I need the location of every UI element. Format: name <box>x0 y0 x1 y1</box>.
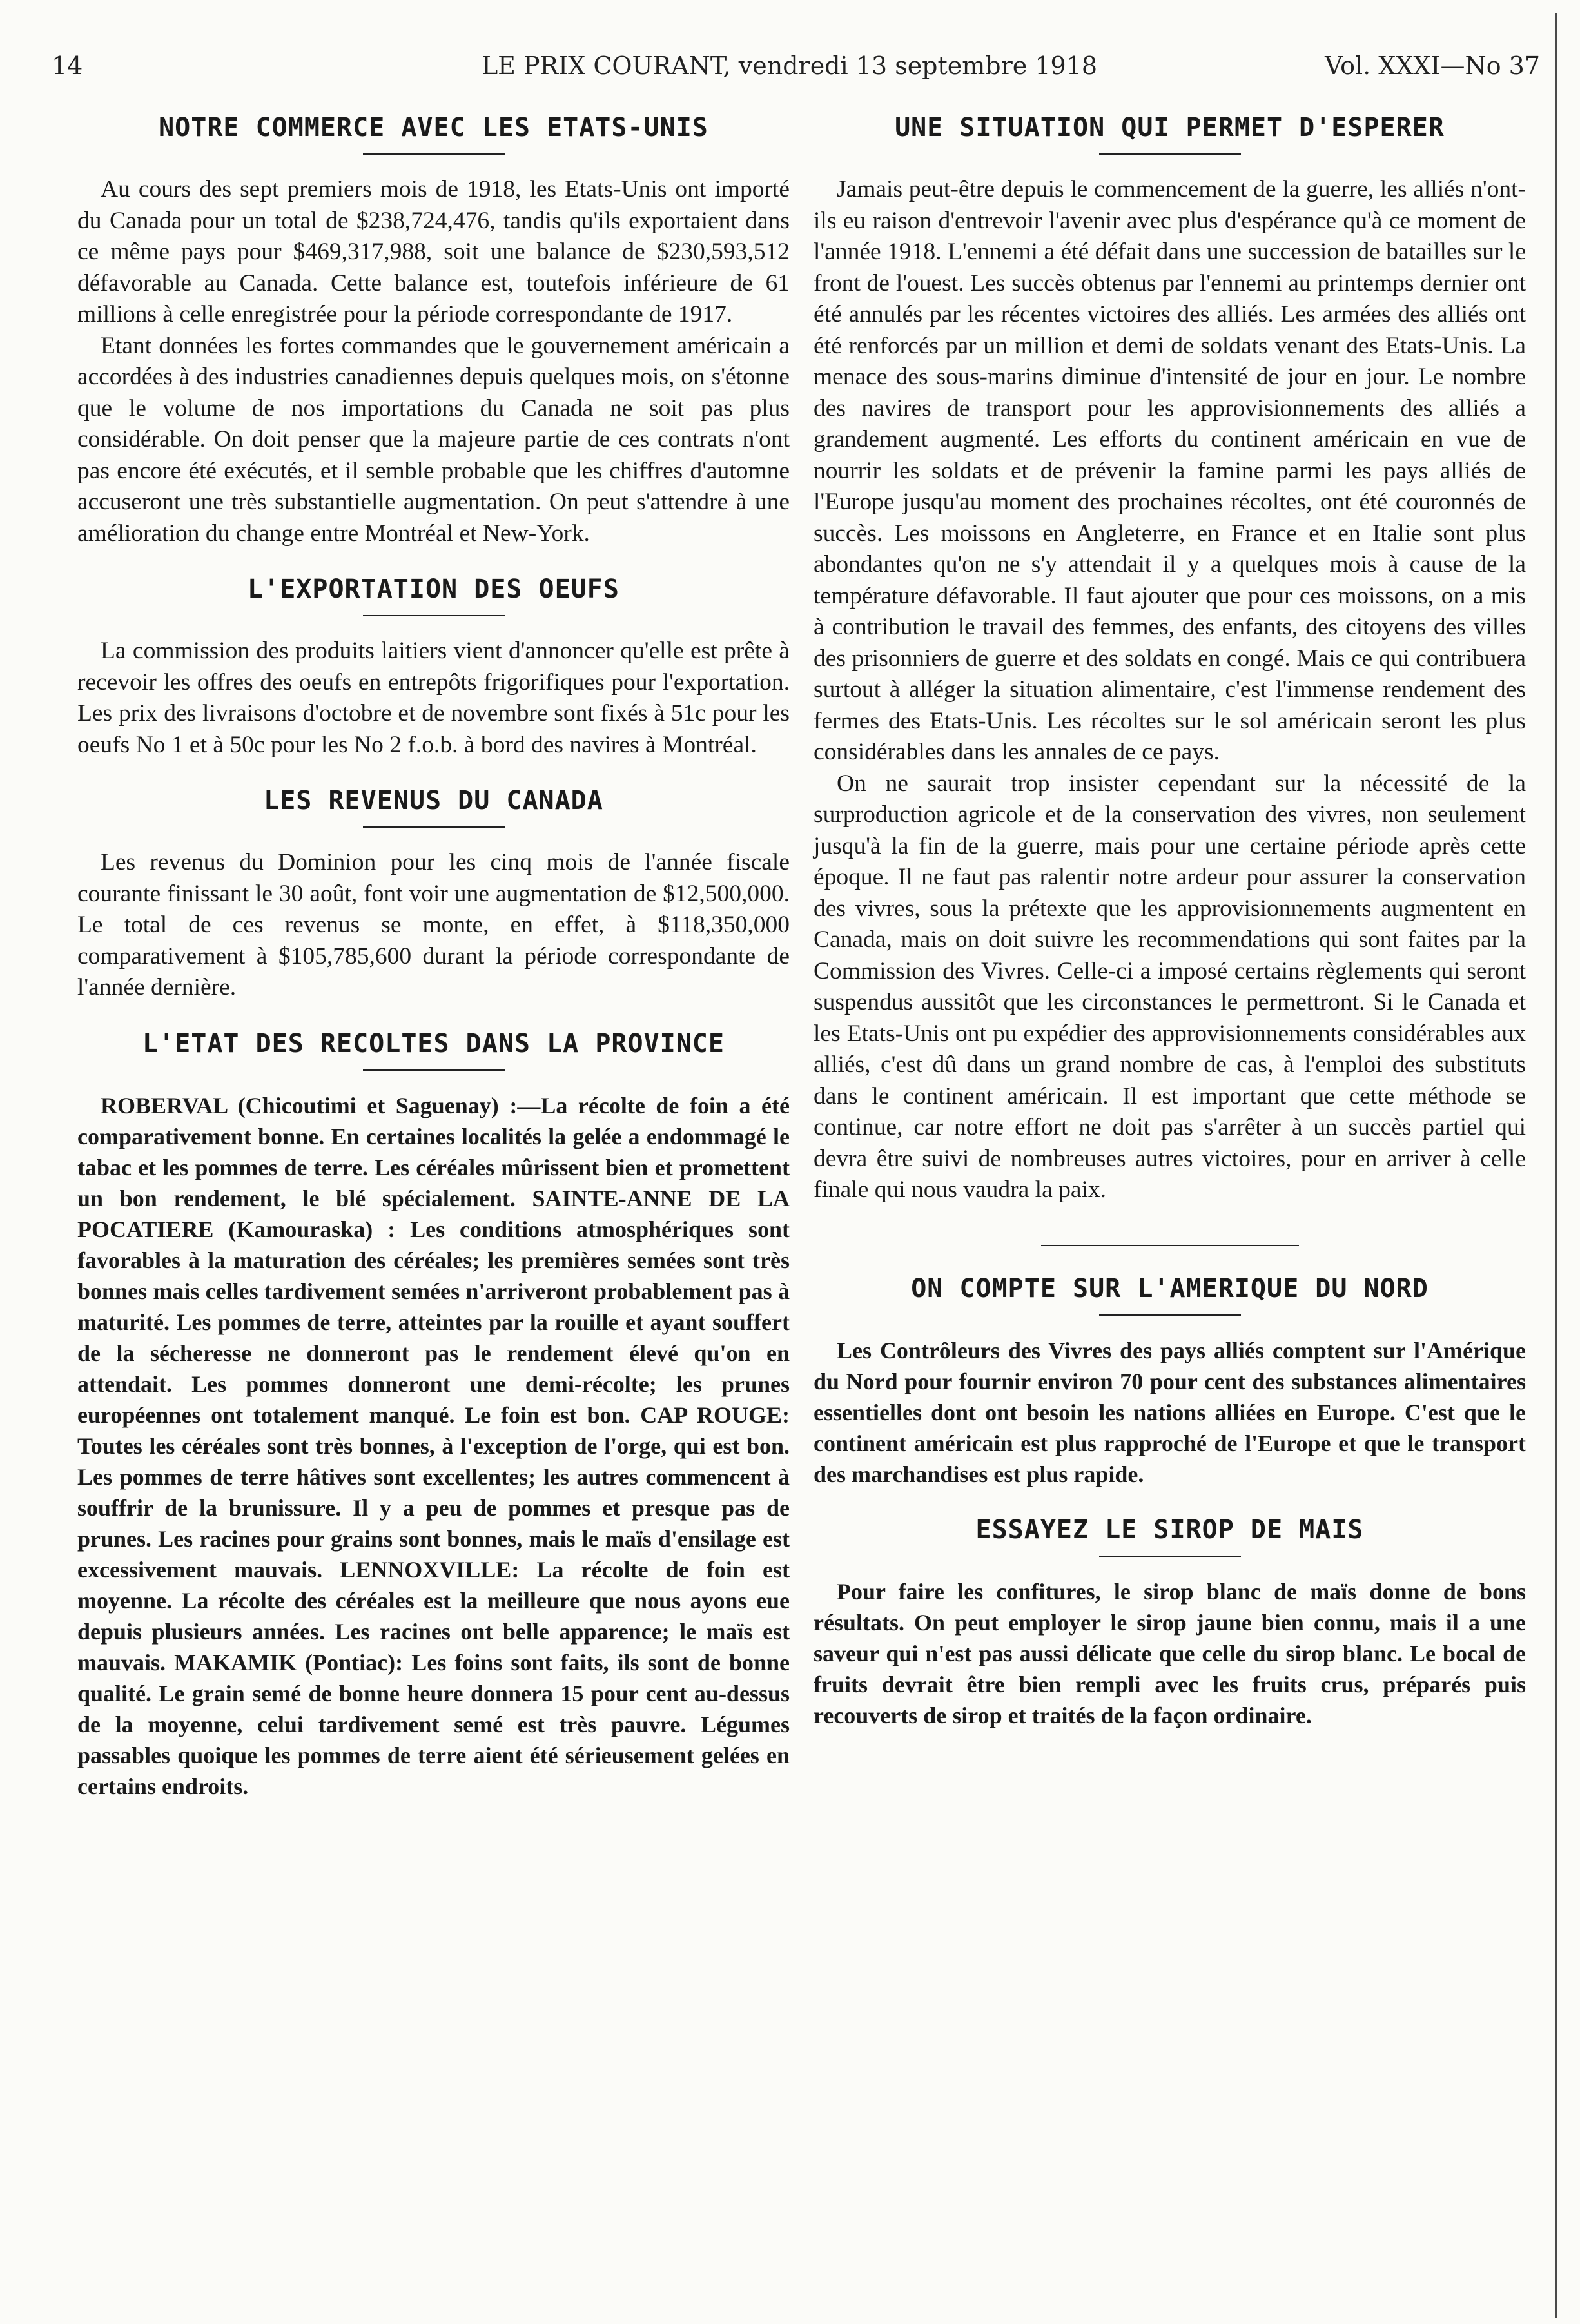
paragraph: Au cours des sept premiers mois de 1918, les Etats-Unis ont importé du Canada pour un total de $238,724,476, tandis qu'ils exportaient dans ce même pays pour $469,317,988, soit une balance de $230,593,512 défavorable au Canada. Cette balance est, toutefois inférieure de 61 millions à celle enregistrée pour la période correspondante de 1917. <box>77 176 790 327</box>
article-title: LES REVENUS DU CANADA <box>264 786 603 815</box>
article-body <box>77 847 790 1004</box>
page-header <box>39 46 1540 85</box>
article-amerique-nord <box>814 1272 1526 1490</box>
title-rule <box>1099 1556 1241 1557</box>
article-commerce-etats-unis <box>77 111 790 549</box>
paragraph: Les Contrôleurs des Vivres des pays alliés comptent sur l'Amérique du Nord pour fournir environ 70 pour cent des substances alimentaires essentielles dont ont besoin les nations alliées en Europe. C'est que le continent américain est plus rapproché de l'Europe et que le transport des marchandises est plus rapide. <box>814 1337 1526 1487</box>
article-body <box>814 174 1526 1206</box>
left-column <box>77 97 790 2285</box>
paragraph: Etant données les fortes commandes que le gouvernement américain a accordées à des industries canadiennes depuis quelques mois, on s'étonne que le volume de nos importations du Canada ne soit pas plus considérable. On doit penser que la majeure partie de ces contrats n'ont pas encore été exécutés, et il semble probable que les chiffres d'automne accuseront une très substantielle augmentation. On peut s'attendre à une amélioration du change entre Montréal et New-York. <box>77 332 790 547</box>
article-body <box>77 636 790 761</box>
article-exportation-oeufs <box>77 572 790 761</box>
paragraph: Jamais peut-être depuis le commencement de la guerre, les alliés n'ont-ils eu raison d'entrevoir l'avenir avec plus d'espérance qu'à ce moment de l'année 1918. L'ennemi a été défait dans une succession de batailles sur le front de l'ouest. Les succès obtenus par l'ennemi au printemps dernier ont été annulés par les récentes victoires des alliés. Les armées des alliés ont été renforcés par un million et demi de soldats venant des Etats-Unis. La menace des sous-marins diminue d'intensité de jour en jour. Le nombre des navires de transport pour les approvisionnements des alliés a grandement augmenté. Les efforts du continent américain en vue de nourrir les soldats et de prévenir la famine parmi les pays alliés de l'Europe jusqu'au moment des prochaines récoltes, ont été couronnés de succès. Les moissons en Angleterre, en France et en Italie sont plus abondantes qu'on ne s'y attendait il y a quelques mois à cause de la température défavorable. Il faut ajouter que pour ces moissons, on a mis à contribution le travail des femmes, des enfants, des citoyens des villes des prisonniers de guerre et des soldats en congé. Mais ce qui contribuera surtout à alléger la situation alimentaire, c'est l'immense rendement des fermes des Etats-Unis. Les récoltes sur le sol américain seront les plus considérables dans les annales de ce pays. <box>814 176 1526 765</box>
title-rule <box>363 615 505 616</box>
paragraph: La commission des produits laitiers vient d'annoncer qu'elle est prête à recevoir les offres des oeufs en entrepôts frigorifiques pour l'exportation. Les prix des livraisons d'octobre et de novembre sont fixés à 51c pour les oeufs No 1 et à 50c pour les No 2 f.o.b. à bord des navires à Montréal. <box>77 638 790 758</box>
title-rule <box>1099 1314 1241 1316</box>
article-sirop-mais <box>814 1513 1526 1731</box>
paragraph: Pour faire les confitures, le sirop blanc de maïs donne de bons résultats. On peut employer le sirop jaune bien connu, mais il a une saveur qui n'est pas aussi délicate que celle du sirop blanc. Le bocal de fruits devrait être bien rempli avec les fruits crus, préparés puis recouverts de sirop et traités de la façon ordinaire. <box>814 1578 1526 1728</box>
title-rule <box>1099 153 1241 155</box>
article-body <box>77 1090 790 1802</box>
article-title: UNE SITUATION QUI PERMET D'ESPERER <box>895 113 1445 142</box>
article-title: NOTRE COMMERCE AVEC LES ETATS-UNIS <box>159 113 708 142</box>
article-body <box>77 174 790 549</box>
article-title: L'ETAT DES RECOLTES DANS LA PROVINCE <box>142 1028 725 1059</box>
article-body <box>814 1576 1526 1731</box>
title-rule <box>363 826 505 828</box>
page-edge-line <box>1555 13 1557 2318</box>
article-body <box>814 1335 1526 1490</box>
article-title: ESSAYEZ LE SIROP DE MAIS <box>975 1514 1364 1545</box>
article-title: ON COMPTE SUR L'AMERIQUE DU NORD <box>911 1273 1429 1304</box>
paragraph: ROBERVAL (Chicoutimi et Saguenay) :—La récolte de foin a été comparativement bonne. En certaines localités la gelée a endommagé le tabac et les pommes de terre. Les céréales mûrissent bien et promettent un bon rendement, le blé spécialement. SAINTE-ANNE DE LA POCATIERE (Kamouraska) : Les conditions atmosphériques sont favorables à la maturation des céréales; les premières semées sont très bonnes mais celles tardivement semées n'arriveront probablement pas à maturité. Les pommes de terre, atteintes par la rouille et ayant souffert de la sécheresse ne donneront pas le rendement élevé qu'on en attendait. Les pommes donneront une demi-récolte; les prunes européennes ont totalement manqué. Le foin est bon. CAP ROUGE: Toutes les céréales sont très bonnes, à l'exception de l'orge, qui est bon. Les pommes de terre hâtives sont excellentes; les autres commencent à souffrir de la brunissure. Il y a peu de pommes et presque pas de prunes. Les racines pour grains sont bonnes, mais le maïs d'ensilage est excessivement mauvais. LENNOXVILLE: La récolte de foin est moyenne. La récolte des céréales est la meilleure que nous ayons eue depuis plusieurs années. Les racines ont belle apparence; le maïs est mauvais. MAKAMIK (Pontiac): Les foins sont faits, ils sont de bonne qualité. Le grain semé de bonne heure donnera 15 pour cent au-dessus de la moyenne, celui tardivement semé est très pauvre. Légumes passables quoique les pommes de terre aient été sérieusement gelées en certains endroits. <box>77 1092 790 1799</box>
right-column <box>814 97 1526 2285</box>
paragraph: On ne saurait trop insister cependant sur la nécessité de la surproduction agricole et de la conservation des vivres, non seulement jusqu'à la fin de la guerre, mais pour une certaine période après cette époque. Il ne faut pas ralentir notre ardeur pour assurer la conservation des vivres, sous la prétexte que les approvisionnements augmentent en Canada, mais on doit suivre les recommendations qui sont faites par la Commission des Vivres. Celle-ci a imposé certains règlements qui seront suspendus aussitôt que les circonstances le permettront. Si le Canada et les Etats-Unis ont pu expédier des approvisionnements considérables aux alliés, c'est dû dans un grand nombre de cas, à l'emploi des substituts dans le continent américain. Il est important que cette méthode se continue, car notre effort ne doit pas s'arrêter à un succès partiel qui devra être suivi de nombreuses autres victoires, pour en arriver à celle finale qui nous vaudra la paix. <box>814 770 1526 1203</box>
page-number: 14 <box>52 52 83 80</box>
paragraph: Les revenus du Dominion pour les cinq mois de l'année fiscale courante finissant le 30 août, font voir une augmentation de $12,500,000. Le total de ces revenus se monte, en effet, à $118,350,000 comparativement à $105,785,600 durant la période correspondante de l'année dernière. <box>77 849 790 1001</box>
article-situation-esperer <box>814 111 1526 1206</box>
article-etat-recoltes <box>77 1027 790 1802</box>
volume-number: Vol. XXXI—No 37 <box>1325 52 1540 80</box>
journal-title: LE PRIX COURANT, vendredi 13 septembre 1918 <box>481 52 1098 80</box>
article-revenus-canada <box>77 784 790 1004</box>
title-rule <box>363 1069 505 1071</box>
title-rule <box>363 153 505 155</box>
section-divider <box>1041 1245 1299 1246</box>
article-title: L'EXPORTATION DES OEUFS <box>248 574 619 604</box>
